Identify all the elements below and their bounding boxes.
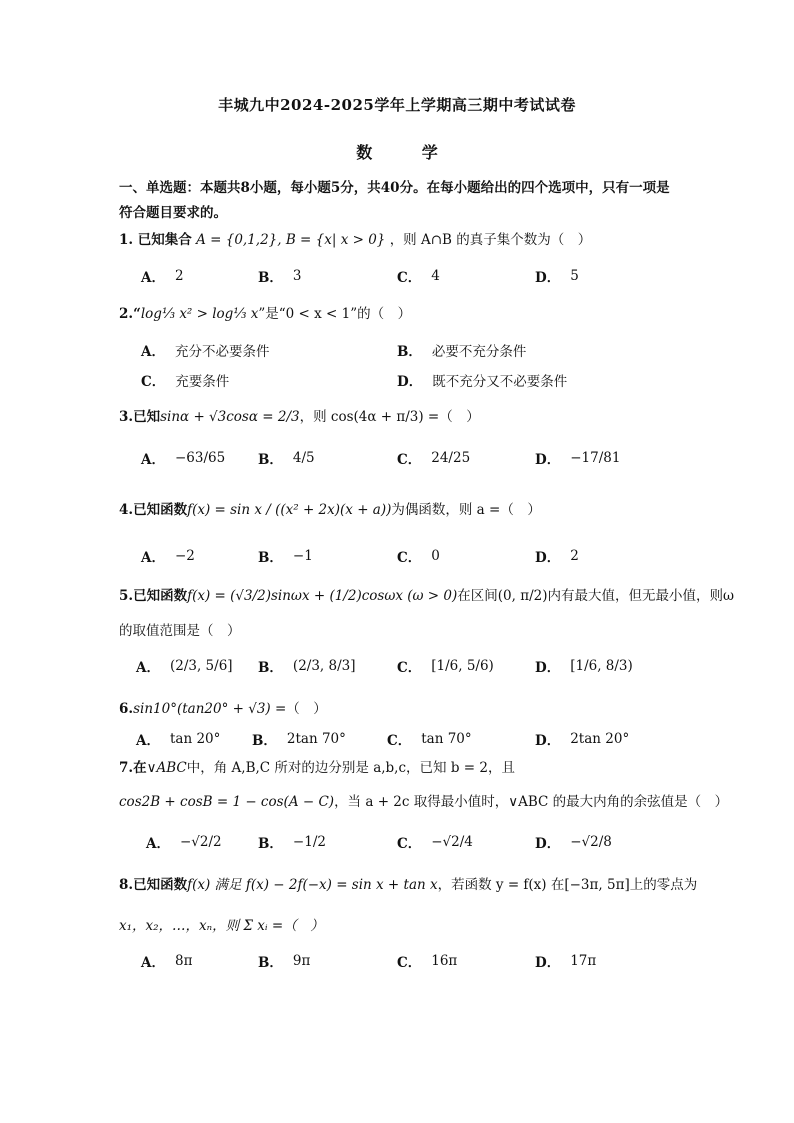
q7-suffix: 中，角 A,B,C 所对的边分别是 a,b,c，已知 b = 2，且 xyxy=(186,760,515,776)
q3-option-b[interactable]: B． 4/5 xyxy=(258,450,315,468)
question-7-stem-line2: cos2B + cosB = 1 − cos(A − C)，当 a + 2c 取得最小值时，∨ABC 的最大内角的余弦值是（ ） xyxy=(119,794,729,810)
q6-option-d[interactable]: D． 2tan 20° xyxy=(535,731,630,749)
q4-math: f(x) = sin x / ((x² + 2x)(x + a)) xyxy=(187,502,392,518)
q4-prefix: 4.已知函数 xyxy=(119,502,188,518)
q6-option-a[interactable]: A． tan 20° xyxy=(136,731,221,749)
q3-option-a[interactable]: A． −63/65 xyxy=(141,450,226,468)
q2-prefix: 2.“ xyxy=(119,306,141,322)
q4-suffix: 为偶函数，则 a =（ ） xyxy=(391,502,541,518)
q3-suffix: ，则 cos(4α + π/3) =（ ） xyxy=(299,409,480,425)
q6-option-b[interactable]: B． 2tan 70° xyxy=(252,731,346,749)
q2-suffix: ”是“0 < x < 1”的（ ） xyxy=(258,306,412,322)
question-2-stem xyxy=(119,302,411,322)
q5-option-c[interactable]: C． [1/6, 5/6) xyxy=(397,658,494,676)
q2-option-b[interactable]: B． 必要不充分条件 xyxy=(397,344,527,360)
q3-math: sinα + √3cosα = 2/3 xyxy=(160,409,300,425)
q8-suffix: ，若函数 y = f(x) 在[−3π, 5π]上的零点为 xyxy=(437,877,698,893)
q4-option-c[interactable]: C． 0 xyxy=(397,548,440,566)
q3-option-d[interactable]: D． −17/81 xyxy=(535,450,621,468)
q5-math: f(x) = (√3/2)sinωx + (1/2)cosωx (ω > 0) xyxy=(187,588,458,604)
q3-option-c[interactable]: C． 24/25 xyxy=(397,450,471,468)
q1-option-d[interactable]: D． 5 xyxy=(535,268,579,286)
q6-prefix: 6. xyxy=(119,701,134,717)
q8-prefix: 8.已知函数 xyxy=(119,877,188,893)
question-4-stem xyxy=(119,498,541,518)
q4-option-b[interactable]: B． −1 xyxy=(258,548,313,566)
q8-option-d[interactable]: D． 17π xyxy=(535,953,597,971)
q5-option-a[interactable]: A． (2/3, 5/6] xyxy=(136,658,233,676)
question-5-stem-line2: 的取值范围是（ ） xyxy=(119,623,241,639)
q1-math: A = {0,1,2}, B = {x| x > 0} xyxy=(196,232,386,248)
q3-prefix: 3.已知 xyxy=(119,409,161,425)
q8-option-c[interactable]: C． 16π xyxy=(397,953,458,971)
q1-prefix: 1. 已知集合 xyxy=(119,232,192,248)
q7-option-b[interactable]: B． −1/2 xyxy=(258,834,326,852)
q4-option-d[interactable]: D． 2 xyxy=(535,548,579,566)
question-7-stem xyxy=(119,756,515,776)
q2-option-d[interactable]: D． 既不充分又不必要条件 xyxy=(397,374,568,390)
q2-option-a[interactable]: A． 充分不必要条件 xyxy=(141,344,270,360)
q1-suffix: ，则 A∩B 的真子集个数为（ ） xyxy=(389,232,592,248)
q8-option-b[interactable]: B． 9π xyxy=(258,953,311,971)
q8-option-a[interactable]: A． 8π xyxy=(141,953,193,971)
q5-option-d[interactable]: D． [1/6, 8/3) xyxy=(535,658,633,676)
question-6-stem xyxy=(119,697,327,717)
section-intro: 一、单选题：本题共8小题，每小题5分，共40分。在每小题给出的四个选项中，只有一项是符合题目要求的。 xyxy=(119,180,670,221)
q7-option-c[interactable]: C． −√2/4 xyxy=(397,834,473,852)
question-1-stem xyxy=(119,228,591,248)
question-8-stem xyxy=(119,873,697,893)
q6-option-c[interactable]: C． tan 70° xyxy=(387,731,472,749)
q4-option-a[interactable]: A． −2 xyxy=(141,548,195,566)
q2-math: log⅓ x² > log⅓ x xyxy=(140,306,259,322)
question-5-stem xyxy=(119,584,734,604)
page-title: 丰城九中2024-2025学年上学期高三期中考试试卷 xyxy=(218,96,576,114)
q6-suffix: （ ） xyxy=(286,701,327,717)
q7-option-d[interactable]: D． −√2/8 xyxy=(535,834,612,852)
question-3-stem xyxy=(119,405,480,425)
q1-option-c[interactable]: C． 4 xyxy=(397,268,440,286)
q5-prefix: 5.已知函数 xyxy=(119,588,188,604)
q5-suffix: 在区间(0, π/2)内有最大值，但无最小值，则ω xyxy=(457,588,734,604)
q2-option-c[interactable]: C． 充要条件 xyxy=(141,374,230,390)
q1-option-b[interactable]: B． 3 xyxy=(258,268,302,286)
subject-title: 数 学 xyxy=(356,143,460,162)
q7-option-a[interactable]: A． −√2/2 xyxy=(146,834,222,852)
q6-math: sin10°(tan20° + √3) = xyxy=(133,701,287,717)
q8-math: f(x) 满足 f(x) − 2f(−x) = sin x + tan x xyxy=(187,877,438,893)
q7-math: ∨ABC xyxy=(146,760,187,776)
question-8-stem-line2: x₁，x₂，…，xₙ，则 Σ xᵢ =（ ） xyxy=(119,918,324,934)
q7-prefix: 7.在 xyxy=(119,760,147,776)
q1-option-a[interactable]: A． 2 xyxy=(141,268,184,286)
q5-option-b[interactable]: B． (2/3, 8/3] xyxy=(258,658,356,676)
